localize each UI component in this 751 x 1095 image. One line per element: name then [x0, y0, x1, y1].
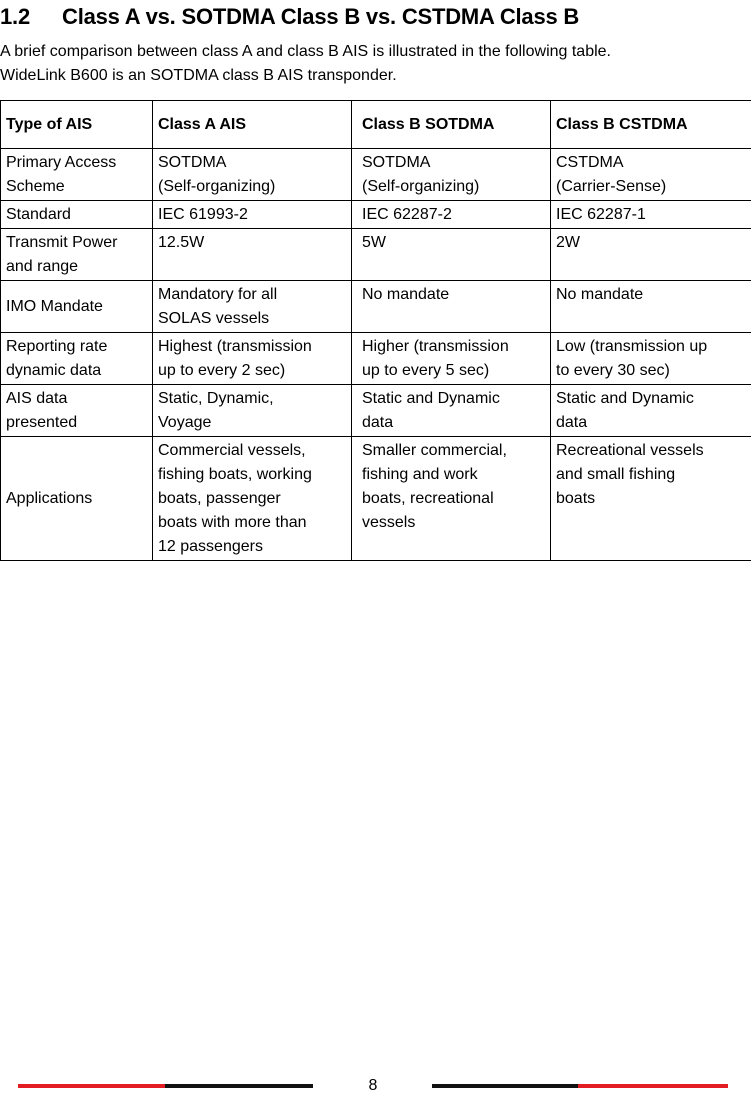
table-cell: Smaller commercial, fishing and work boats, recreational vessels	[352, 437, 551, 561]
table-row	[1, 229, 751, 281]
table-cell: Higher (transmission up to every 5 sec)	[352, 333, 551, 385]
page-number: 8	[368, 1077, 378, 1094]
section-heading	[0, 0, 579, 34]
intro-line-1: A brief comparison between class A and class B AIS is illustrated in the following table.	[0, 43, 611, 60]
footer-red-line-left	[18, 1084, 168, 1088]
table-cell: SOTDMA (Self-organizing)	[153, 149, 352, 201]
footer-black-line-right	[432, 1084, 582, 1088]
intro-line-2: WideLink B600 is an SOTDMA class B AIS transponder.	[0, 67, 397, 84]
table-cell: SOTDMA (Self-organizing)	[352, 149, 551, 201]
row-label-transmit-power: Transmit Power and range	[1, 229, 153, 281]
table-cell: 12.5W	[153, 229, 352, 281]
table-cell: CSTDMA (Carrier-Sense)	[551, 149, 751, 201]
header-type-of-ais: Type of AIS	[1, 101, 153, 149]
row-label-access-scheme: Primary Access Scheme	[1, 149, 153, 201]
footer-red-line-right	[578, 1084, 728, 1088]
table-cell: IEC 62287-2	[352, 201, 551, 229]
table-cell: IEC 61993-2	[153, 201, 352, 229]
table-cell: IEC 62287-1	[551, 201, 751, 229]
table-cell: Highest (transmission up to every 2 sec)	[153, 333, 352, 385]
table-cell: Static and Dynamic data	[352, 385, 551, 437]
table-cell: No mandate	[352, 281, 551, 333]
row-label-imo-mandate: IMO Mandate	[1, 281, 153, 333]
row-label-reporting-rate: Reporting rate dynamic data	[1, 333, 153, 385]
header-class-b-sotdma: Class B SOTDMA	[352, 101, 551, 149]
comparison-table	[0, 100, 751, 561]
table-row	[1, 201, 751, 229]
table-cell: 5W	[352, 229, 551, 281]
header-class-b-cstdma: Class B CSTDMA	[551, 101, 751, 149]
table-row	[1, 149, 751, 201]
table-cell: Static, Dynamic, Voyage	[153, 385, 352, 437]
page-footer	[0, 1076, 751, 1095]
row-label-ais-data: AIS data presented	[1, 385, 153, 437]
intro-paragraph	[0, 40, 751, 88]
table-header-row	[1, 101, 751, 149]
row-label-applications: Applications	[1, 437, 153, 561]
table-cell: Recreational vessels and small fishing boats	[551, 437, 751, 561]
table-row	[1, 281, 751, 333]
table-row	[1, 333, 751, 385]
table-cell: Mandatory for all SOLAS vessels	[153, 281, 352, 333]
table-row	[1, 385, 751, 437]
table-cell: Static and Dynamic data	[551, 385, 751, 437]
row-label-standard: Standard	[1, 201, 153, 229]
table-cell: Commercial vessels, fishing boats, working boats, passenger boats with more than 12 passengers	[153, 437, 352, 561]
table-cell: 2W	[551, 229, 751, 281]
section-number: 1.2	[0, 4, 30, 29]
table-cell: Low (transmission up to every 30 sec)	[551, 333, 751, 385]
header-class-a: Class A AIS	[153, 101, 352, 149]
section-title: Class A vs. SOTDMA Class B vs. CSTDMA Class B	[62, 4, 580, 29]
table-cell: No mandate	[551, 281, 751, 333]
footer-black-line-left	[165, 1084, 313, 1088]
table-row	[1, 437, 751, 561]
